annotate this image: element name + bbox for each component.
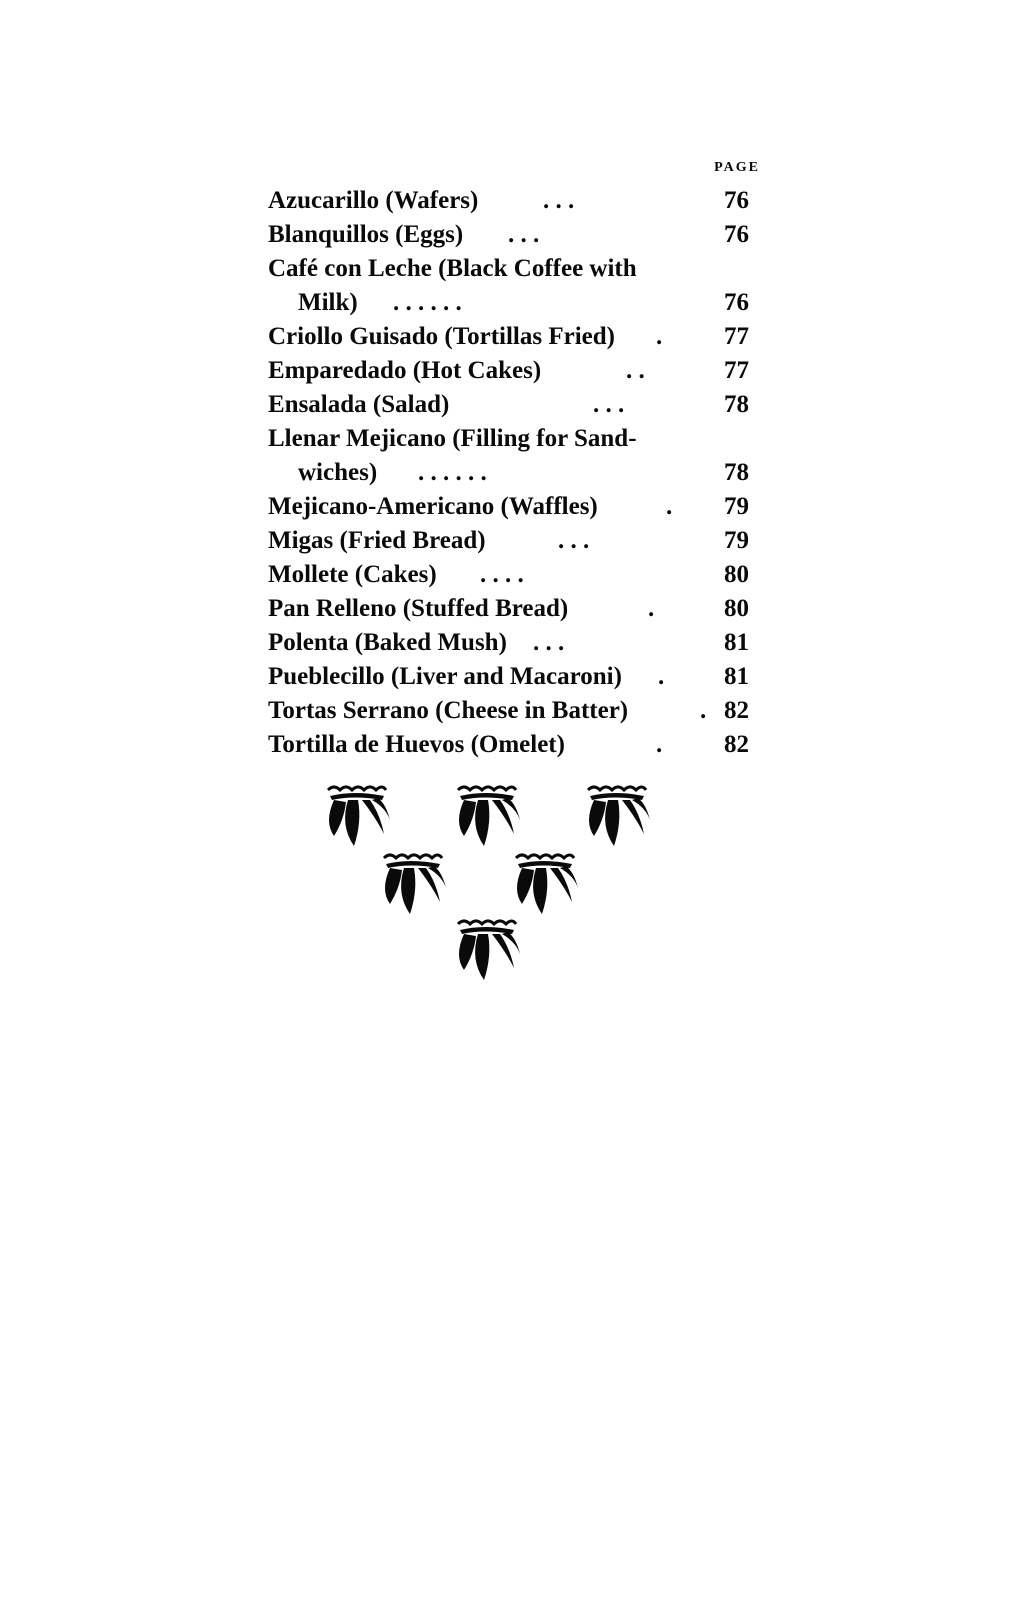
toc-entry-page: 81 (724, 663, 749, 690)
toc-entry-title: Azucarillo (Wafers) (268, 187, 479, 214)
toc-entry-leader: . . . . . . (418, 459, 487, 486)
toc-entry-page: 80 (724, 561, 749, 588)
toc-entry (268, 524, 768, 558)
toc-entry (268, 422, 768, 456)
toc-entry-page: 82 (724, 731, 749, 758)
toc-entry-leader: . . . (543, 187, 575, 214)
toc-entry-leader: . . . (508, 221, 540, 248)
toc-entry-title: Pan Relleno (Stuffed Bread) (268, 595, 569, 622)
toc-entry-page: 82 (724, 697, 749, 724)
toc-entry-page: 78 (724, 459, 749, 486)
toc-entry-leader: . (656, 731, 663, 758)
leaf-cluster-icon (328, 787, 390, 846)
toc-entry-title: Llenar Mejicano (Filling for Sand- (268, 425, 637, 452)
toc-entry-title: Tortas Serrano (Cheese in Batter) (268, 697, 629, 724)
leaf-cluster-icon (458, 921, 520, 980)
toc-entry-leader: . . (626, 357, 645, 384)
toc-entry-page: 80 (724, 595, 749, 622)
toc-entry-leader: . . . . . . (393, 289, 462, 316)
toc-entry-leader: . . . (558, 527, 590, 554)
toc-entry (268, 728, 768, 762)
toc-entry-title: Blanquillos (Eggs) (268, 221, 464, 248)
toc-entry (298, 456, 768, 490)
toc-entry-title: Café con Leche (Black Coffee with (268, 255, 637, 282)
toc-entry-title: Tortilla de Huevos (Omelet) (268, 731, 565, 758)
toc-entry-leader: . . . (533, 629, 565, 656)
leaf-cluster-icon (384, 855, 446, 914)
toc-entry (268, 218, 768, 252)
toc-entry (298, 286, 768, 320)
toc-entry-page: 81 (724, 629, 749, 656)
toc-entry-page: 76 (724, 289, 749, 316)
toc-entry-leader: . (658, 663, 665, 690)
toc-entry (268, 388, 768, 422)
toc-entry-title: Milk) (298, 289, 358, 316)
toc-entry-leader: . . . . (480, 561, 524, 588)
toc-entry (268, 490, 768, 524)
toc-entry-page: 77 (724, 323, 749, 350)
toc-entry-title: Polenta (Baked Mush) (268, 629, 507, 656)
toc-entry (268, 592, 768, 626)
toc-entry-title: Mollete (Cakes) (268, 561, 437, 588)
toc-entry-page: 78 (724, 391, 749, 418)
toc-entry-leader: . (700, 697, 707, 724)
toc-entry (268, 354, 768, 388)
toc-entry-leader: . (666, 493, 673, 520)
toc-entry-page: 76 (724, 187, 749, 214)
toc-entry-leader: . (656, 323, 663, 350)
leaf-cluster-icon (458, 787, 520, 846)
toc-entry (268, 184, 768, 218)
toc-entry-leader: . (648, 595, 655, 622)
toc-entry-page: 79 (724, 527, 749, 554)
leaf-cluster-icon (588, 787, 650, 846)
page-column-header: PAGE (714, 160, 760, 175)
toc-entry-title: wiches) (298, 459, 378, 486)
toc-entry-title: Migas (Fried Bread) (268, 527, 486, 554)
toc-entry (268, 252, 768, 286)
toc-entry-page: 76 (724, 221, 749, 248)
toc-entry (268, 320, 768, 354)
toc-entry (268, 660, 768, 694)
toc-entry-page: 79 (724, 493, 749, 520)
toc-entry (268, 626, 768, 660)
toc-entry (268, 694, 768, 728)
toc-entry-title: Ensalada (Salad) (268, 391, 450, 418)
toc-entry-page: 77 (724, 357, 749, 384)
toc-entry-title: Criollo Guisado (Tortillas Fried) (268, 323, 615, 350)
toc-entry (268, 558, 768, 592)
leaf-cluster-icon (516, 855, 578, 914)
toc-entry-title: Mejicano-Americano (Waffles) (268, 493, 598, 520)
toc-entry-leader: . . . (593, 391, 625, 418)
toc-entry-title: Emparedado (Hot Cakes) (268, 357, 542, 384)
toc-entry-title: Pueblecillo (Liver and Macaroni) (268, 663, 622, 690)
